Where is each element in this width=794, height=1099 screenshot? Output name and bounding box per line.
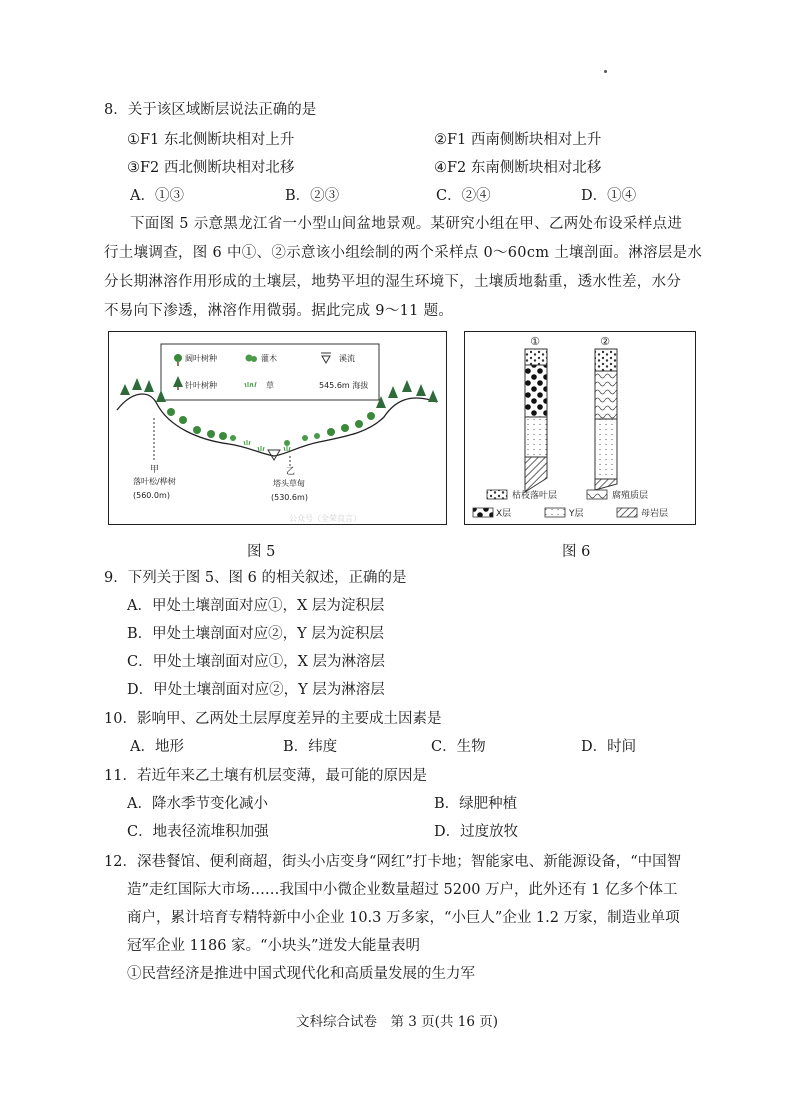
q8-option-4: ④F2 东南侧断块相对北移 xyxy=(434,160,602,176)
fig5-legend-broadleaf: 阔叶树种 xyxy=(185,354,217,363)
site-jia-label: 甲 xyxy=(150,465,160,475)
q10-choice-d: D．时间 xyxy=(581,739,637,755)
q12-line-2: 造”走红国际大市场……我国中小微企业数量超过 5200 万户，此外还有 1 亿多个体工 xyxy=(127,882,678,898)
figure-5-diagram xyxy=(109,332,446,524)
terrain-profile xyxy=(117,394,437,456)
q11-stem: 11．若近年来乙土壤有机层变薄，最可能的原因是 xyxy=(104,768,427,784)
broadleaf-trees-right xyxy=(327,412,375,436)
legend-parent-swatch xyxy=(617,508,637,517)
q10-choice-c: C．生物 xyxy=(431,739,486,755)
legend-y: Y层 xyxy=(569,509,584,519)
site-yi-elevation: (530.6m) xyxy=(271,493,308,502)
legend-litter: 枯枝落叶层 xyxy=(512,491,558,501)
q11-option-b: B．绿肥种植 xyxy=(434,796,518,812)
q8-option-2: ②F1 西南侧断块相对上升 xyxy=(434,132,602,148)
q9-option-b: B．甲处土壤剖面对应②，Y 层为淀积层 xyxy=(127,626,384,642)
figure-5-caption: 图 5 xyxy=(247,544,276,560)
q12-option-1: ①民营经济是推进中国式现代化和高质量发展的生力军 xyxy=(127,966,475,982)
q8-choice-a: A．①③ xyxy=(130,188,184,204)
q8-stem: 8．关于该区域断层说法正确的是 xyxy=(104,102,317,118)
q8-option-3: ③F2 西北侧断块相对北移 xyxy=(127,160,295,176)
fig5-legend-shrub: 灌木 xyxy=(261,354,277,363)
intro-line-2: 行土壤调查，图 6 中①、②示意该小组绘制的两个采样点 0～60cm 土壤剖面。淋溶层是水 xyxy=(104,245,703,261)
fig5-legend-grass: 草 xyxy=(266,381,274,390)
figure-6-diagram xyxy=(465,332,695,524)
fig5-legend-elevation: 545.6m 海拔 xyxy=(319,381,369,390)
figure-5 xyxy=(108,331,447,525)
column-1-label: ① xyxy=(530,335,540,348)
q10-choice-a: A．地形 xyxy=(130,739,184,755)
scan-speck xyxy=(604,70,607,73)
legend-parent: 母岩层 xyxy=(641,509,669,519)
legend-humus-swatch xyxy=(587,490,607,499)
conifer-trees-right xyxy=(376,380,438,408)
q8-choice-c: C．②④ xyxy=(436,188,491,204)
site-jia-species: 落叶松/桦树 xyxy=(133,477,176,486)
q8-choice-b: B．②③ xyxy=(285,188,340,204)
watermark: 公众号（全荣良言） xyxy=(289,514,361,523)
page-footer: 文科综合试卷 第 3 页(共 16 页) xyxy=(296,1014,498,1030)
q8-option-1: ①F1 东北侧断块相对上升 xyxy=(127,132,295,148)
q11-option-a: A．降水季节变化减小 xyxy=(127,796,268,812)
q10-stem: 10．影响甲、乙两处土层厚度差异的主要成土因素是 xyxy=(104,711,442,727)
site-yi-species: 塔头草甸 xyxy=(273,479,305,488)
q12-line-4: 冠军企业 1186 家。“小块头”迸发大能量表明 xyxy=(127,938,420,954)
intro-line-1: 下面图 5 示意黑龙江省一小型山间盆地景观。某研究小组在甲、乙两处布设采样点进 xyxy=(130,216,683,232)
legend-x-swatch xyxy=(473,508,493,517)
q9-option-d: D．甲处土壤剖面对应②，Y 层为淋溶层 xyxy=(127,682,385,698)
intro-line-3: 分长期淋溶作用形成的土壤层，地势平坦的湿生环境下，土壤质地黏重，透水性差，水分 xyxy=(104,274,682,290)
site-yi-label: 乙 xyxy=(286,467,296,477)
soil-column-1 xyxy=(525,349,547,492)
legend-y-swatch xyxy=(545,508,565,517)
soil-column-2 xyxy=(595,349,617,490)
shrubs-valley xyxy=(230,433,320,446)
fig5-legend-stream: 溪流 xyxy=(339,354,355,363)
figure-6 xyxy=(464,331,696,525)
q9-stem: 9．下列关于图 5、图 6 的相关叙述，正确的是 xyxy=(104,570,407,586)
broadleaf-trees-left xyxy=(167,408,227,440)
legend-litter-swatch xyxy=(487,490,507,499)
conifer-trees-left xyxy=(120,378,166,402)
q8-choice-d: D．①④ xyxy=(581,188,637,204)
column-2-label: ② xyxy=(600,335,610,348)
legend-humus: 腐殖质层 xyxy=(612,491,649,501)
q11-option-d: D．过度放牧 xyxy=(434,824,519,840)
q12-line-3: 商户，累计培育专精特新中小企业 10.3 万多家，“小巨人”企业 1.2 万家，制造业单项 xyxy=(127,910,680,926)
intro-line-4: 不易向下渗透，淋溶作用微弱。据此完成 9～11 题。 xyxy=(104,303,454,319)
q9-option-a: A．甲处土壤剖面对应①，X 层为淀积层 xyxy=(127,598,385,614)
q9-option-c: C．甲处土壤剖面对应①，X 层为淋溶层 xyxy=(127,654,386,670)
q11-option-c: C．地表径流堆积加强 xyxy=(127,824,269,840)
fig5-legend-box xyxy=(161,344,379,400)
site-jia-elevation: (560.0m) xyxy=(133,491,170,500)
q10-choice-b: B．纬度 xyxy=(283,739,338,755)
fig5-legend-conifer: 针叶树种 xyxy=(185,381,217,390)
q12-line-1: 12．深巷餐馆、便利商超，街头小店变身“网红”打卡地；智能家电、新能源设备，“中国智 xyxy=(104,854,682,870)
legend-x: X层 xyxy=(496,509,512,519)
figure-6-caption: 图 6 xyxy=(562,544,591,560)
